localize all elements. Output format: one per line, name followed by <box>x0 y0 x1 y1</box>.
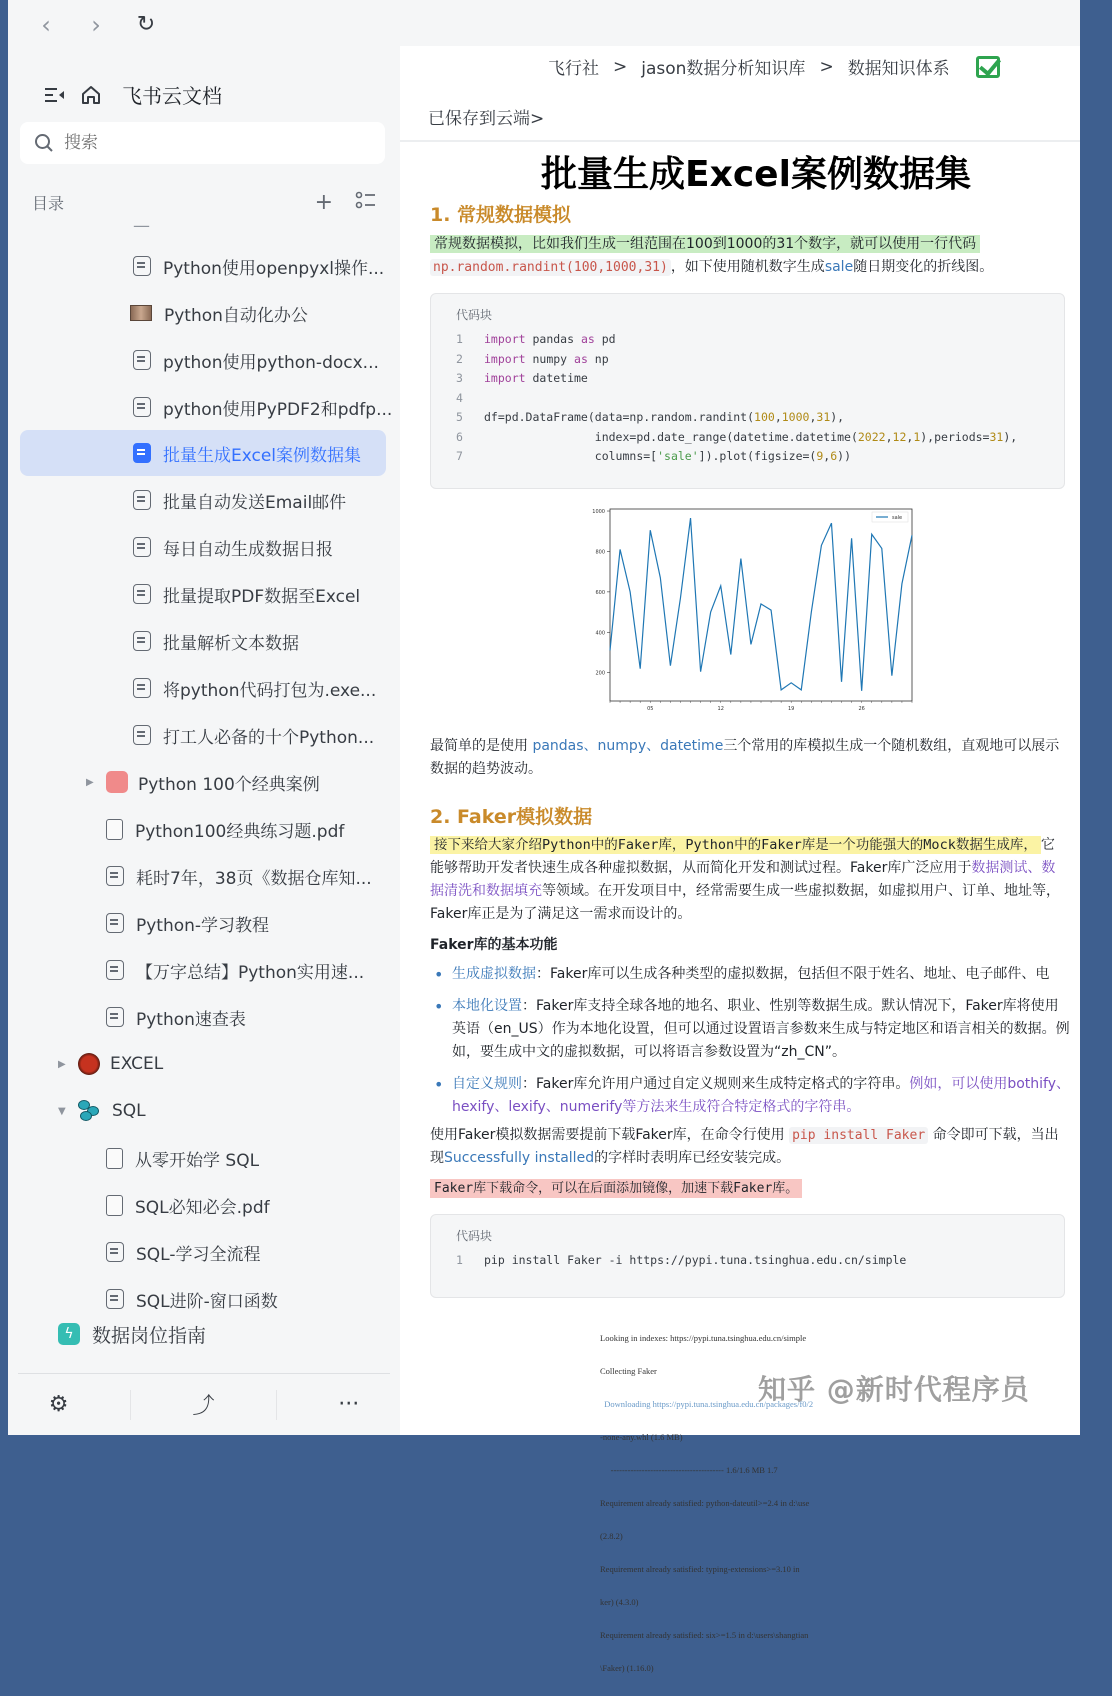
tree-item[interactable]: 将python代码打包为.exe... <box>133 666 376 710</box>
breadcrumb-item[interactable]: 数据知识体系 <box>847 59 950 79</box>
page-title: 批量生成Excel案例数据集 <box>541 154 971 195</box>
bullet-list <box>430 963 1070 1128</box>
checkbox-checked-icon[interactable] <box>976 56 1000 78</box>
caret-right-icon[interactable]: ▶ <box>58 1058 66 1070</box>
tree-folder[interactable]: ▼ SQL <box>58 1101 146 1121</box>
paragraph: 常规数据模拟，比如我们生成一组范围在100到1000的31个数字，就可以使用一行代码 np.random.randint(100,1000,31) ，如下使用随机数字生成sale随日期变化的折线图。 <box>430 233 1060 279</box>
list-item: • 本地化设置：Faker库支持全球各地的地名、职业、性别等数据生成。默认情况下，Faker库将使用英语（en_US）作为本地化设置，但可以通过设置语言参数来生成与特定地区和语言相关的数据。例如，要生成中文的虚拟数据，可以将语言参数设置为“zh_CN”。 <box>430 995 1070 1064</box>
collapse-sidebar-icon[interactable] <box>44 86 66 104</box>
toc-label: 目录 <box>32 194 65 213</box>
terminal-output-image: Looking in indexes: https://pypi.tuna.tsinghua.edu.cn/simple Collecting Faker Downloading https://pypi.tuna.tsinghua.edu.cn/packages/f0/2 -none-any.whl (1.6 MB) ---------------------------------------- 1.6/1.6 MB 1.7 Requirement already satisfied: python-dateutil>=2.4 in d:\use (2.8.2) Requirement already satisfied: typing-extensions>=3.10 in ker) (4.3.0) Requirement already satisfied: six>=1.5 in d:\users\shangtian \Faker) (1.16.0) <box>600 1333 814 1673</box>
document-icon <box>133 725 151 745</box>
inline-code: pip install Faker <box>789 1127 928 1144</box>
breadcrumb: 飞行社 > jason数据分析知识库 > 数据知识体系 <box>548 54 1000 79</box>
file-icon <box>106 1148 123 1169</box>
sidebar-footer <box>18 1373 390 1435</box>
tree-folder[interactable]: ▶ Python 100个经典案例 <box>86 760 320 804</box>
document-icon <box>133 256 151 276</box>
paragraph: Faker库下载命令，可以在后面添加镜像，加速下载Faker库。 <box>430 1177 1060 1200</box>
sidebar: 飞书云文档 搜索 目录 + — Python使用openpyxl操作... Python自动化办公 python使用python-docx... python使用PyPDF2和pdfp... 批量生成Excel案例数据集 批量自动发送Email邮件 每日自动生成数据日报 批量提取PDF数据至Excel 批量解析文本数据 将python代码打包为.exe... 打工人必备的十个Python... ▶ Python 100个经典案例 Python100经典练习题.pdf 耗时7年，38页《数据仓库知... Python-学习教程 【万字总结】Python实用速... Python速查表 ▶ EXCEL ▼ SQL 从零开始学 SQL SQL必知必会.pdf SQL-学习全流程 SQL进阶-窗口函数 ϟ 数据岗位指南 ⚙ ⤴ ··· <box>8 50 400 1435</box>
tree-item[interactable]: 【万字总结】Python实用速... <box>106 948 364 992</box>
tree-item[interactable]: SQL进阶-窗口函数 <box>106 1277 278 1321</box>
tree-item[interactable]: Python速查表 <box>106 995 246 1039</box>
document-area <box>400 46 1080 1673</box>
tree-item[interactable]: 从零开始学 SQL <box>106 1136 259 1180</box>
share-icon[interactable]: ⤴ <box>192 1394 215 1419</box>
sidebar-header <box>44 80 222 109</box>
document-icon <box>133 631 151 651</box>
search-icon <box>34 133 54 153</box>
list-item: • 生成虚拟数据：Faker库可以生成各种类型的虚拟数据，包括但不限于姓名、地址、电子邮件、电 <box>430 963 1070 986</box>
document-icon <box>133 537 151 557</box>
list-item: • 自定义规则：Faker库允许用户通过自定义规则来生成特定格式的字符串。例如，可以使用bothify、hexify、lexify、numerify等方法来生成符合特定格式的字符串。 <box>430 1073 1070 1119</box>
document-icon <box>106 866 124 886</box>
reload-button[interactable]: ↻ <box>136 12 156 37</box>
document-icon <box>133 443 151 463</box>
document-icon <box>106 1289 124 1309</box>
inline-code: np.random.randint(100,1000,31) <box>430 259 671 276</box>
breadcrumb-item[interactable]: jason数据分析知识库 <box>641 59 806 79</box>
tree-item[interactable]: Python-学习教程 <box>106 901 269 945</box>
caret-down-icon[interactable]: ▼ <box>58 1105 66 1117</box>
back-button[interactable]: ‹ <box>41 11 51 39</box>
tree-item[interactable]: python使用python-docx... <box>133 338 379 382</box>
search-input[interactable] <box>64 133 344 153</box>
breadcrumb-item[interactable]: 飞行社 <box>548 59 599 79</box>
saved-status[interactable]: 已保存到云端> <box>428 109 545 129</box>
svg-text:26: 26 <box>858 706 865 712</box>
paragraph: 使用Faker模拟数据需要提前下载Faker库，在命令行使用 pip install Faker 命令即可下载，当出现Successfully installed的字样时表明库已经安装完成。 <box>430 1127 1059 1166</box>
line-chart <box>580 501 920 716</box>
document-icon <box>106 1007 124 1027</box>
svg-text:600: 600 <box>595 589 605 596</box>
document-icon <box>106 913 124 933</box>
list-options-icon[interactable] <box>355 190 377 210</box>
search-box[interactable] <box>20 122 385 164</box>
settings-icon[interactable]: ⚙ <box>48 1392 69 1417</box>
watermark: 知乎 @新时代程序员 <box>758 1373 1030 1406</box>
code-block[interactable]: 代码块 1 import pandas as pd 2 import numpy as np 3 import datetime 4 5 df=pd.DataFrame(data=np.random.randint(100,1000,31), 6 index=pd.date_range(datetime.datetime(2022,12,1),periods=31), 7 columns=['sale']).plot(figsize=(9,6)) <box>430 293 1065 489</box>
tree-item[interactable]: Python自动化办公 <box>130 291 308 335</box>
svg-text:sale: sale <box>892 515 903 521</box>
code-block[interactable]: 代码块 1 pip install Faker -i https://pypi.tuna.tsinghua.edu.cn/simple <box>430 1214 1065 1298</box>
add-icon[interactable]: + <box>314 190 333 215</box>
svg-text:400: 400 <box>595 630 605 637</box>
tree-item[interactable]: SQL必知必会.pdf <box>106 1183 270 1227</box>
document-icon <box>133 678 151 698</box>
more-icon[interactable]: ··· <box>338 1392 360 1417</box>
bolt-icon: ϟ <box>58 1323 80 1345</box>
document-icon <box>106 960 124 980</box>
tree-folder[interactable]: ▶ EXCEL <box>58 1054 164 1074</box>
code-block-label: 代码块 <box>456 308 493 322</box>
section-heading: 1. 常规数据模拟 <box>430 204 572 226</box>
folder-pink-icon <box>106 771 128 793</box>
tree-item[interactable]: 打工人必备的十个Python... <box>133 713 374 757</box>
file-icon <box>106 1195 123 1216</box>
tree-item[interactable]: Python100经典练习题.pdf <box>106 807 344 851</box>
tree-item-active[interactable]: 批量生成Excel案例数据集 <box>20 430 386 476</box>
section-heading: 2. Faker模拟数据 <box>430 806 593 828</box>
document-icon <box>106 1242 124 1262</box>
code-block-label: 代码块 <box>456 1229 493 1243</box>
book-icon <box>130 305 152 321</box>
svg-text:800: 800 <box>595 549 605 556</box>
sql-icon <box>78 1100 102 1122</box>
paragraph: 接下来给大家介绍Python中的Faker库，Python中的Faker库是一个功能强大的Mock数据生成库， 它能够帮助开发者快速生成各种虚拟数据，从而简化开发和测试过程。Faker库广泛应用于数据测试、数据清洗和数据填充等领域。在开发项目中，经常需要生成一些虚拟数据，如虚拟用户、订单、地址等，Faker库正是为了满足这一需求而设计的。 <box>430 837 1060 922</box>
bug-icon <box>78 1053 100 1075</box>
tree-item[interactable]: SQL-学习全流程 <box>106 1230 260 1274</box>
tree-item[interactable]: 批量自动发送Email邮件 <box>133 478 346 522</box>
svg-text:12: 12 <box>717 706 724 712</box>
svg-text:05: 05 <box>647 706 654 712</box>
tree-space[interactable]: ϟ 数据岗位指南 <box>58 1312 206 1356</box>
app-title: 飞书云文档 <box>122 84 222 108</box>
svg-text:200: 200 <box>595 670 605 677</box>
browser-nav <box>8 0 408 50</box>
paragraph: 最简单的是使用 pandas、numpy、datetime三个常用的库模拟生成一个随机数组，直观地可以展示数据的趋势波动。 <box>430 738 1060 777</box>
document-icon <box>133 350 151 370</box>
document-icon <box>133 397 151 417</box>
app-window <box>8 0 1080 1673</box>
toc-header <box>32 190 377 215</box>
tree-item[interactable]: 批量解析文本数据 <box>133 619 299 663</box>
document-icon <box>133 490 151 510</box>
svg-text:1000: 1000 <box>592 509 605 516</box>
tree-item[interactable]: 耗时7年，38页《数据仓库知... <box>106 854 372 898</box>
document-icon <box>133 584 151 604</box>
tree-item[interactable]: 批量提取PDF数据至Excel <box>133 572 360 616</box>
forward-button[interactable]: › <box>91 11 101 39</box>
tree-item[interactable]: 每日自动生成数据日报 <box>133 525 333 569</box>
tree-item[interactable]: python使用PyPDF2和pdfp... <box>133 385 392 429</box>
tree-item[interactable]: Python使用openpyxl操作... <box>133 244 384 288</box>
caret-right-icon[interactable]: ▶ <box>86 776 94 788</box>
svg-text:19: 19 <box>788 706 795 712</box>
home-icon[interactable] <box>80 84 102 106</box>
subheading: Faker库的基本功能 <box>430 937 558 953</box>
file-icon <box>106 819 123 840</box>
